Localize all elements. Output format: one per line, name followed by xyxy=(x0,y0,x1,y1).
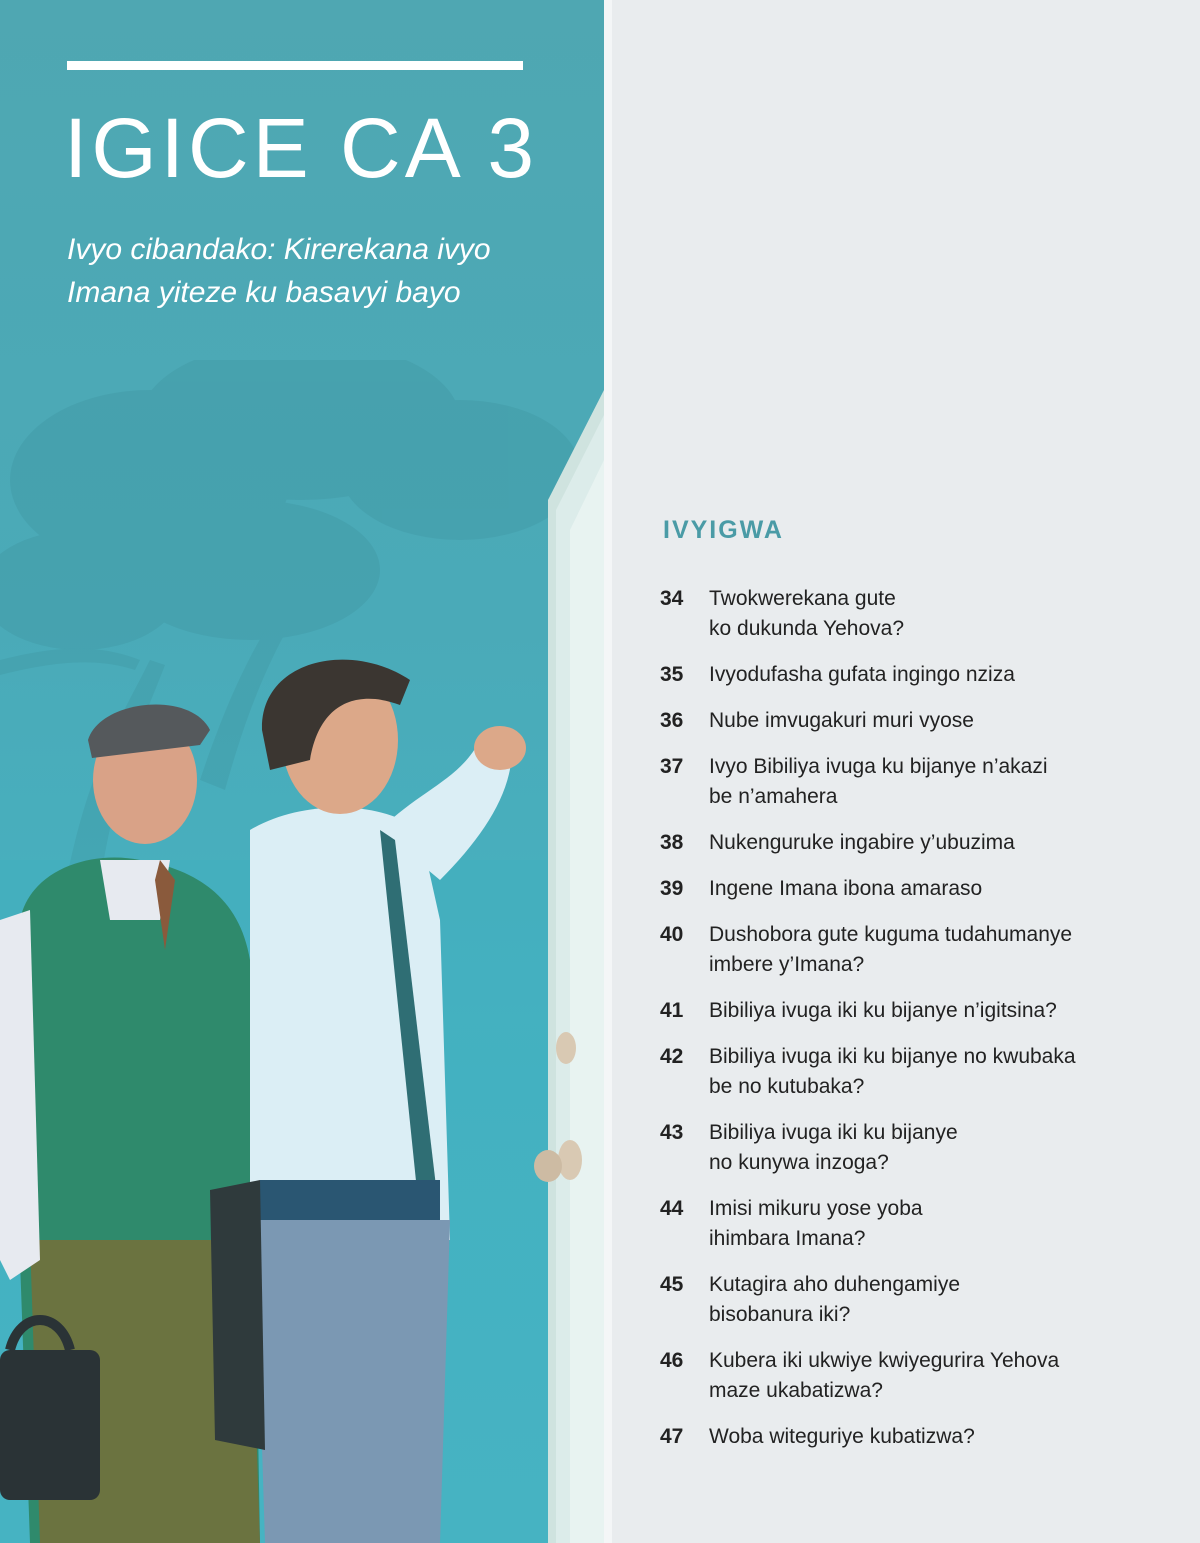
lesson-item[interactable] xyxy=(660,874,1160,904)
lesson-item[interactable] xyxy=(660,1042,1160,1102)
lesson-item[interactable] xyxy=(660,828,1160,858)
lesson-title xyxy=(709,996,1057,1026)
lesson-number: 47 xyxy=(660,1425,684,1448)
lesson-title xyxy=(709,1042,1076,1102)
lesson-title xyxy=(709,920,1072,980)
lesson-title-line: Ingene Imana ibona amaraso xyxy=(709,877,983,900)
lesson-number: 34 xyxy=(660,587,684,610)
lesson-number: 45 xyxy=(660,1273,684,1296)
lesson-title xyxy=(709,660,1015,690)
lesson-title-line: Bibiliya ivuga iki ku bijanye xyxy=(709,1121,958,1144)
lesson-title-line: maze ukabatizwa? xyxy=(709,1379,883,1402)
page-divider xyxy=(604,0,612,1543)
lesson-title-line: be no kutubaka? xyxy=(709,1075,865,1098)
lesson-number: 38 xyxy=(660,831,684,854)
lesson-title-line: imbere y’Imana? xyxy=(709,953,865,976)
lesson-title-line: Bibiliya ivuga iki ku bijanye n’igitsina? xyxy=(709,999,1057,1022)
lesson-item[interactable] xyxy=(660,1118,1160,1178)
lesson-item[interactable] xyxy=(660,996,1160,1026)
lesson-title-line: Nube imvugakuri muri vyose xyxy=(709,709,974,732)
lesson-title-line: ko dukunda Yehova? xyxy=(709,617,905,640)
part-subtitle-line: Imana yiteze ku basavyi bayo xyxy=(67,276,461,309)
lesson-item[interactable] xyxy=(660,584,1160,644)
lesson-item[interactable] xyxy=(660,1194,1160,1254)
title-rule xyxy=(67,61,523,70)
lesson-title-line: Ivyo Bibiliya ivuga ku bijanye n’akazi xyxy=(709,755,1048,778)
lesson-number: 36 xyxy=(660,709,684,732)
lesson-title xyxy=(709,1118,958,1178)
lesson-title xyxy=(709,1194,923,1254)
lesson-title-line: Nukenguruke ingabire y’ubuzima xyxy=(709,831,1015,854)
part-title: IGICE CA 3 xyxy=(64,101,539,195)
lesson-title-line: Ivyodufasha gufata ingingo nziza xyxy=(709,663,1015,686)
lesson-number: 37 xyxy=(660,755,684,778)
lesson-item[interactable] xyxy=(660,660,1160,690)
door-knocking-illustration xyxy=(0,360,604,1543)
lesson-number: 46 xyxy=(660,1349,684,1372)
lesson-item[interactable] xyxy=(660,920,1160,980)
lesson-item[interactable] xyxy=(660,706,1160,736)
lesson-item[interactable] xyxy=(660,1270,1160,1330)
lesson-item[interactable] xyxy=(660,1346,1160,1406)
lesson-title xyxy=(709,874,982,904)
lesson-title-line: be n’amahera xyxy=(709,785,838,808)
lesson-title xyxy=(709,584,904,644)
lesson-title-line: Kutagira aho duhengamiye xyxy=(709,1273,961,1296)
lesson-title-line: bisobanura iki? xyxy=(709,1303,851,1326)
lesson-item[interactable] xyxy=(660,1422,1160,1452)
lesson-title-line: Dushobora gute kuguma tudahumanye xyxy=(709,923,1073,946)
lesson-title xyxy=(709,828,1015,858)
lesson-title xyxy=(709,752,1048,812)
lesson-title xyxy=(709,1270,960,1330)
lesson-title-line: Woba witeguriye kubatizwa? xyxy=(709,1425,975,1448)
lesson-title xyxy=(709,1422,975,1452)
lesson-title xyxy=(709,706,974,736)
lessons-list xyxy=(660,584,1160,1468)
lesson-number: 35 xyxy=(660,663,684,686)
lesson-number: 44 xyxy=(660,1197,684,1220)
lesson-number: 39 xyxy=(660,877,684,900)
lesson-number: 42 xyxy=(660,1045,684,1068)
lesson-number: 40 xyxy=(660,923,684,946)
contents-heading: IVYIGWA xyxy=(663,516,784,544)
part-subtitle xyxy=(67,228,587,314)
lesson-number: 43 xyxy=(660,1121,684,1144)
lesson-title-line: Twokwerekana gute xyxy=(709,587,896,610)
lesson-title-line: Bibiliya ivuga iki ku bijanye no kwubaka xyxy=(709,1045,1076,1068)
lesson-title-line: Kubera iki ukwiye kwiyegurira Yehova xyxy=(709,1349,1060,1372)
lesson-item[interactable] xyxy=(660,752,1160,812)
lesson-number: 41 xyxy=(660,999,684,1022)
lesson-title-line: Imisi mikuru yose yoba xyxy=(709,1197,923,1220)
lesson-title xyxy=(709,1346,1059,1406)
part-subtitle-line: Ivyo cibandako: Kirerekana ivyo xyxy=(67,233,491,266)
lesson-title-line: ihimbara Imana? xyxy=(709,1227,866,1250)
lesson-title-line: no kunywa inzoga? xyxy=(709,1151,889,1174)
